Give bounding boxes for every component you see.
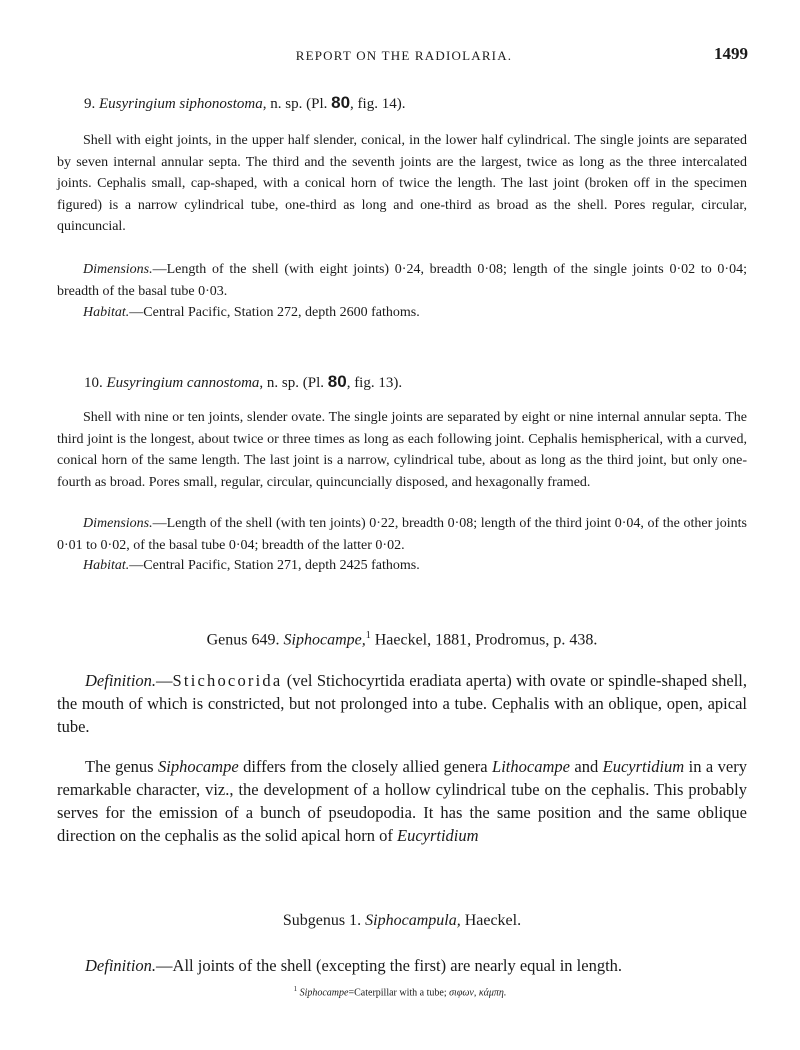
page-number: 1499 <box>714 44 748 63</box>
footnote-number: 1 <box>293 985 298 993</box>
genus-number: Genus 649. <box>206 631 280 649</box>
family-name: Stichocorida <box>172 671 283 690</box>
subgenus-authority: Haeckel. <box>460 912 522 929</box>
definition-label: Definition. <box>85 956 157 975</box>
definition-label: Definition. <box>85 671 157 690</box>
taxon-name: Lithocampe <box>492 757 570 776</box>
species-9-heading <box>84 93 747 113</box>
subgenus-name: Siphocampula, <box>365 912 461 929</box>
figure-ref: , fig. 14). <box>350 96 406 112</box>
species-number: 10. <box>84 375 103 391</box>
figure-ref: , fig. 13). <box>346 375 403 391</box>
footnote-marker: 1 <box>365 630 371 641</box>
taxon-name: Siphocampe <box>158 757 239 776</box>
species-9-dimensions <box>57 259 747 302</box>
species-9-description: Shell with eight joints, in the upper half slender, conical, in the lower half cylindrical. The single joints are separated by seven internal annular septa. The third and the seventh joints are the largest, twice as long as the three intercalated joints. Cephalis small, cap-shaped, with a conical horn of twice the length. The last joint (broken off in the specimen figured) is a narrow cylindrical tube, one-third as long and one-third as broad as the shell. Pores regular, circular, quincuncial. <box>57 133 747 234</box>
species-number: 9. <box>84 96 96 112</box>
plate-number: 80 <box>331 93 351 112</box>
species-10-habitat <box>57 555 747 577</box>
footnote-text: =Caterpillar with a tube; <box>348 987 447 999</box>
habitat-label: Habitat. <box>83 305 130 320</box>
subgenus-number: Subgenus 1. <box>282 912 362 929</box>
species-ref: , n. sp. (Pl. <box>259 375 328 391</box>
species-10-description: Shell with nine or ten joints, slender ovate. The single joints are separated by eight or nine internal annular septa. The third joint is the longest, about twice or three times as long as each following joint. Cephalis hemispherical, with a curved, conical horn of the same length. The last joint is a narrow, cylindrical tube, about as long as the third joint, but only one-fourth as broad. Pores small, regular, circular, quincuncially disposed, and hexagonally framed. <box>57 410 747 490</box>
genus-authority: Haeckel, 1881, Prodromus, p. 438. <box>370 631 598 649</box>
dimensions-text: —Length of the shell (with eight joints) 0·24, breadth 0·08; length of the single joints 0·02 to 0·04; breadth of the basal tube 0·03. <box>57 262 747 299</box>
genus-heading <box>57 630 747 649</box>
page-header <box>60 44 748 66</box>
subgenus-heading <box>57 912 747 930</box>
habitat-text: —Central Pacific, Station 271, depth 2425 fathoms. <box>129 558 420 573</box>
discussion-text: The genus <box>85 757 159 776</box>
genus-name: Siphocampe, <box>283 631 366 649</box>
genus-definition <box>57 669 747 738</box>
definition-dash: — <box>156 671 173 690</box>
species-10-heading <box>84 372 747 392</box>
plate-number: 80 <box>327 372 347 391</box>
species-9-habitat <box>57 302 747 324</box>
definition-text: —All joints of the shell (excepting the first) are nearly equal in length. <box>156 956 623 975</box>
habitat-text: —Central Pacific, Station 272, depth 2600 fathoms. <box>129 305 420 320</box>
habitat-label: Habitat. <box>83 558 130 573</box>
discussion-text: and <box>569 757 603 776</box>
discussion-text: in a very remarkable character, viz., the development of a hollow cylindrical tube on the cephalis. This probably serves for the emission of a bunch of pseudopodia. It has the same position and the same oblique direction on the cephalis as the solid apical horn of <box>57 757 747 845</box>
species-name: Eusyringium siphonostoma <box>99 96 263 112</box>
species-ref: , n. sp. (Pl. <box>262 96 332 112</box>
definition-text: (vel Stichocyrtida eradiata aperta) with ovate or spindle-shaped shell, the mouth of which is constricted, but not prolonged into a tube. Cephalis with an oblique, open, apical tube. <box>57 671 747 736</box>
dimensions-text: —Length of the shell (with ten joints) 0·22, breadth 0·08; length of the third joint 0·04, of the other joints 0·01 to 0·02, of the basal tube 0·04; breadth of the latter 0·02. <box>57 516 747 553</box>
species-name: Eusyringium cannostoma <box>106 375 260 391</box>
footnote-term: Siphocampe <box>299 987 349 999</box>
taxon-name: Eucyrtidium <box>396 826 479 845</box>
subgenus-definition <box>57 954 747 977</box>
dimensions-label: Dimensions. <box>83 516 153 531</box>
footnote <box>0 985 800 998</box>
dimensions-label: Dimensions. <box>83 262 153 277</box>
species-10-dimensions <box>57 513 747 556</box>
genus-discussion <box>57 755 747 847</box>
running-title: REPORT ON THE RADIOLARIA. <box>295 48 513 63</box>
discussion-text: differs from the closely allied genera <box>238 757 493 776</box>
taxon-name: Eucyrtidium <box>602 757 685 776</box>
footnote-greek: σιφων, κάμπη. <box>449 987 507 999</box>
